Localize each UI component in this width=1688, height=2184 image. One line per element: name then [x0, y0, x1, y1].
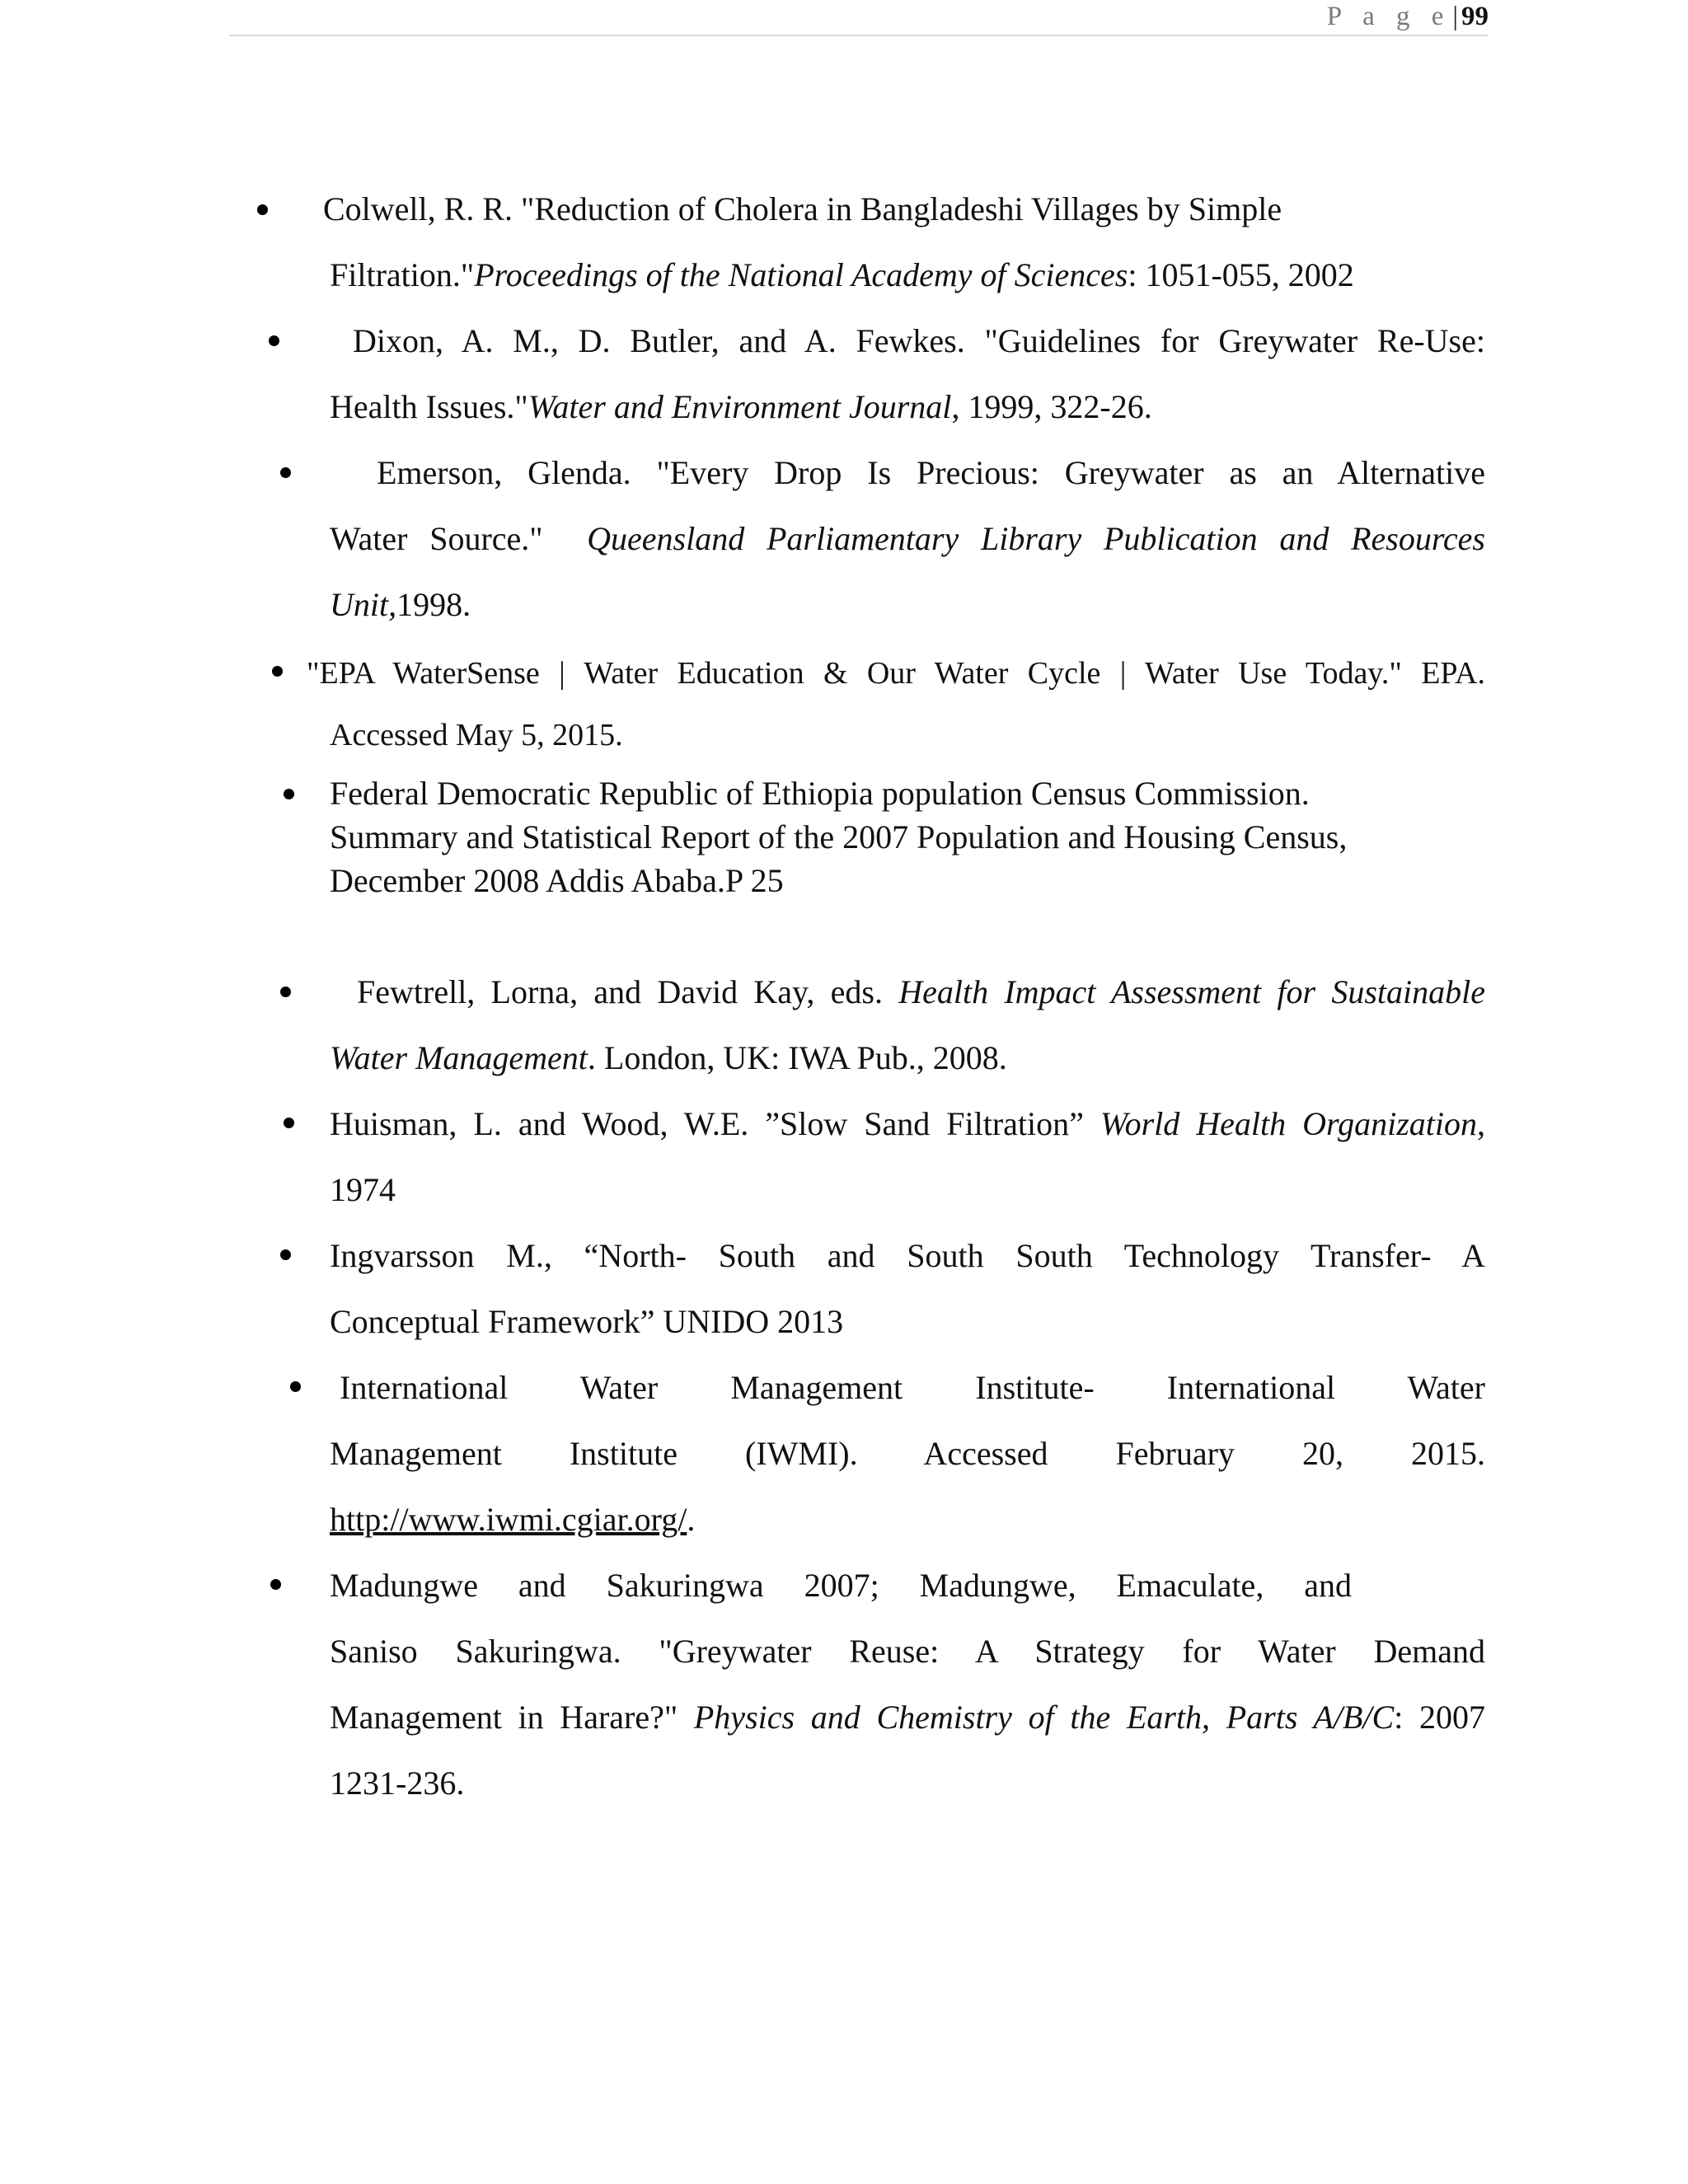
journal-title: Proceedings of the National Academy of Sciences — [474, 256, 1128, 293]
journal-title: Water and Environment Journal — [528, 388, 952, 425]
reference-line: "EPA WaterSense | Water Education & Our Water Cycle | Water Use Today." EPA. — [307, 656, 1485, 691]
reference-line: International Water Management Institute- International Water — [340, 1369, 1485, 1406]
reference-line: Dixon, A. M., D. Butler, and A. Fewkes. "Guidelines for Greywater Re-Use: — [353, 322, 1485, 359]
bullet-icon — [284, 1118, 294, 1128]
reference-fewtrell — [330, 959, 1485, 1091]
reference-line: Accessed May 5, 2015. — [330, 718, 623, 752]
iwmi-link[interactable]: http://www.iwmi.cgiar.org/ — [330, 1501, 687, 1538]
reference-line: Emerson, Glenda. "Every Drop Is Precious: Greywater as an Alternative — [377, 454, 1485, 491]
reference-line: Madungwe and Sakuringwa 2007; Madungwe, Emaculate, and — [330, 1567, 1352, 1604]
reference-line: December 2008 Addis Ababa.P 25 — [330, 862, 784, 899]
bullet-icon — [290, 1381, 301, 1392]
page-number — [1327, 0, 1489, 33]
bullet-icon — [272, 666, 283, 677]
reference-ethiopia-census — [330, 771, 1485, 902]
reference-dixon — [330, 308, 1485, 440]
journal-title: Physics and Chemistry of the Earth, Parts A/B/C — [693, 1699, 1395, 1736]
reference-line: Federal Democratic Republic of Ethiopia population Census Commission. — [330, 775, 1310, 812]
reference-ingvarsson — [330, 1223, 1485, 1355]
reference-line: Summary and Statistical Report of the 2007 Population and Housing Census, — [330, 818, 1348, 855]
bullet-icon — [257, 204, 268, 215]
organization-title: World Health Organization — [1100, 1105, 1477, 1142]
reference-line: Huisman, L. and Wood, W.E. ”Slow Sand Filtration” World Health Organization, — [330, 1105, 1485, 1142]
page-separator: | — [1452, 2, 1458, 31]
reference-line: Colwell, R. R. "Reduction of Cholera in Bangladeshi Villages by Simple — [323, 190, 1282, 227]
reference-line: Management Institute (IWMI). Accessed February 20, 2015. — [330, 1435, 1485, 1472]
bullet-icon — [280, 1249, 291, 1260]
reference-colwell — [323, 176, 1485, 308]
bullet-icon — [284, 789, 294, 799]
bullet-icon — [269, 335, 279, 346]
page-number-value: 99 — [1461, 2, 1489, 31]
reference-line: Management in Harare?" Physics and Chemistry of the Earth, Parts A/B/C: 2007 — [330, 1699, 1485, 1736]
reference-line: Water Source." Queensland Parliamentary Library Publication and Resources — [330, 520, 1485, 557]
book-title: Health Impact Assessment for Sustainable — [898, 973, 1486, 1010]
reference-line: Ingvarsson M., “North- South and South South Technology Transfer- A — [330, 1237, 1485, 1274]
reference-iwmi — [330, 1355, 1485, 1553]
page-header — [229, 0, 1489, 36]
reference-madungwe — [330, 1553, 1485, 1816]
bullet-icon — [280, 987, 291, 997]
reference-line: Filtration."Proceedings of the National Academy of Sciences: 1051-055, 2002 — [330, 256, 1354, 293]
reference-line: Conceptual Framework” UNIDO 2013 — [330, 1303, 844, 1340]
reference-line: Saniso Sakuringwa. "Greywater Reuse: A Strategy for Water Demand — [330, 1633, 1485, 1670]
reference-line: 1231-236. — [330, 1765, 465, 1802]
bullet-icon — [270, 1579, 281, 1590]
bullet-icon — [280, 467, 291, 478]
reference-line: Fewtrell, Lorna, and David Kay, eds. Health Impact Assessment for Sustainable — [357, 973, 1486, 1010]
reference-line: 1974 — [330, 1171, 396, 1208]
reference-epa — [307, 643, 1485, 766]
reference-emerson — [330, 440, 1485, 638]
page-label: P a g e — [1326, 2, 1451, 31]
publisher-title: Queensland Parliamentary Library Publication and Resources — [587, 520, 1485, 557]
reference-line: Unit,1998. — [330, 586, 471, 623]
reference-line: Water Management. London, UK: IWA Pub., 2008. — [330, 1039, 1007, 1076]
reference-huisman — [330, 1091, 1485, 1223]
reference-line: http://www.iwmi.cgiar.org/. — [330, 1501, 696, 1538]
reference-line: Health Issues."Water and Environment Journal, 1999, 322-26. — [330, 388, 1152, 425]
